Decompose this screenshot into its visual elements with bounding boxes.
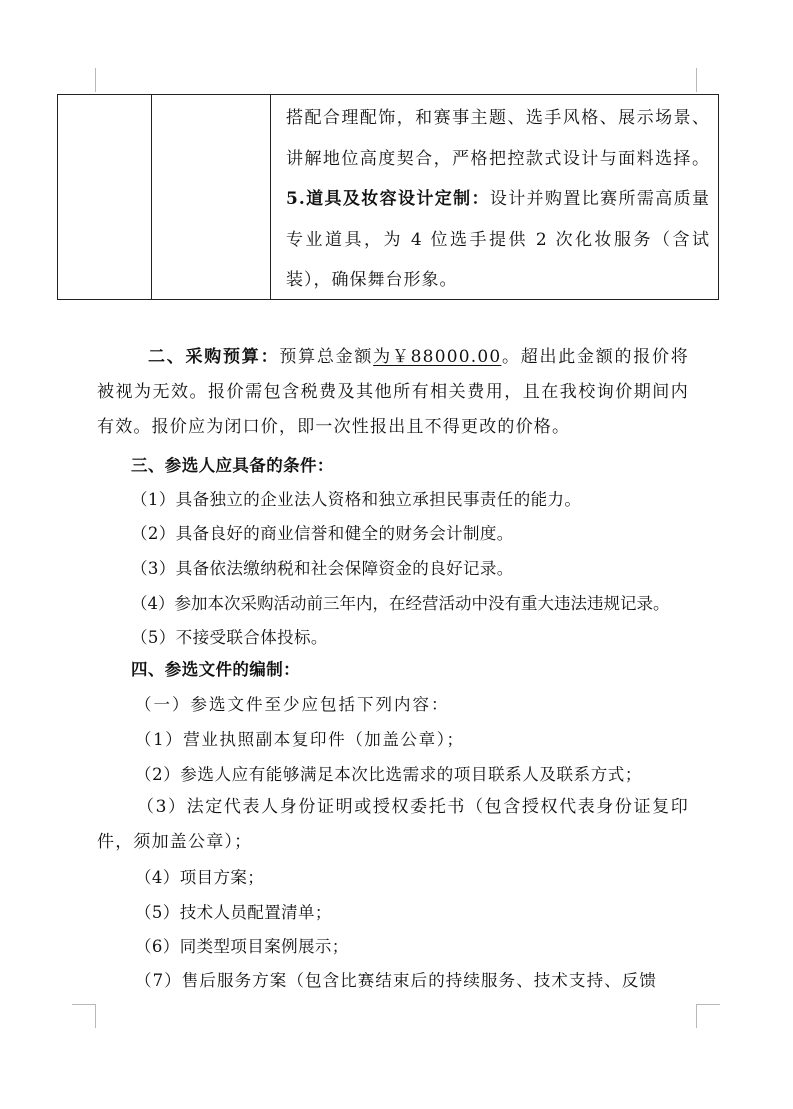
documents-subheading: （一）参选文件至少应包括下列内容：	[135, 695, 450, 714]
cell-bold-heading: 5.道具及妆容设计定制：	[286, 189, 490, 209]
condition-item-4: （4）参加本次采购活动前三年内，在经营活动中没有重大违法违规记录。	[131, 594, 670, 613]
crop-mark-bottom-right-v	[696, 1004, 697, 1028]
budget-amount: 为￥88000.00	[373, 347, 502, 367]
table-column-divider-2	[270, 95, 271, 299]
requirements-table	[57, 94, 719, 300]
crop-mark-top-right-v	[696, 68, 697, 92]
table-column-divider-1	[151, 95, 152, 299]
documents-item-6: （6）同类型项目案例展示；	[135, 937, 349, 956]
documents-item-7: （7）售后服务方案（包含比赛结束后的持续服务、技术支持、反馈	[135, 971, 657, 990]
budget-heading: 二、采购预算：	[148, 347, 280, 367]
budget-text-after: 。超出此金额的报价将被视为无效。报价需包含税费及其他所有相关费用，且在我校询价期间内有效。报价应为闭口价，即一次性报出且不得更改的价格。	[97, 347, 690, 437]
documents-item-4: （4）项目方案；	[135, 868, 265, 887]
crop-mark-top-left-v	[95, 68, 96, 92]
crop-mark-bottom-left-v	[95, 1004, 96, 1028]
documents-heading: 四、参选文件的编制：	[131, 660, 300, 679]
condition-item-1: （1）具备独立的企业法人资格和独立承担民事责任的能力。	[131, 490, 582, 509]
budget-text-before: 预算总金额	[279, 347, 374, 367]
cell-intro-text: 搭配合理配饰，和赛事主题、选手风格、展示场景、讲解地位高度契合，严格把控款式设计与面料选择。	[286, 108, 710, 169]
documents-item-1: （1）营业执照副本复印件（加盖公章）；	[135, 730, 465, 749]
documents-item-2: （2）参选人应有能够满足本次比选需求的项目联系人及联系方式；	[135, 765, 642, 784]
conditions-heading: 三、参选人应具备的条件：	[131, 456, 334, 475]
condition-item-5: （5）不接受联合体投标。	[131, 628, 328, 647]
crop-mark-bottom-left-h	[72, 1004, 96, 1005]
crop-mark-bottom-right-h	[696, 1004, 720, 1005]
documents-item-3: （3）法定代表人身份证明或授权委托书（包含授权代表身份证复印件，须加盖公章）；	[97, 797, 689, 852]
condition-item-3: （3）具备依法缴纳税和社会保障资金的良好记录。	[131, 559, 514, 578]
cell-rest-text: 设计并购置比赛所需高质量专业道具，为 4 位选手提供 2 次化妆服务（含试装），确保舞台形象。	[286, 189, 710, 290]
condition-item-2: （2）具备良好的商业信誉和健全的财务会计制度。	[131, 524, 514, 543]
budget-paragraph	[97, 340, 689, 445]
table-cell-content	[278, 95, 718, 301]
documents-item-5: （5）技术人员配置清单；	[135, 903, 332, 922]
